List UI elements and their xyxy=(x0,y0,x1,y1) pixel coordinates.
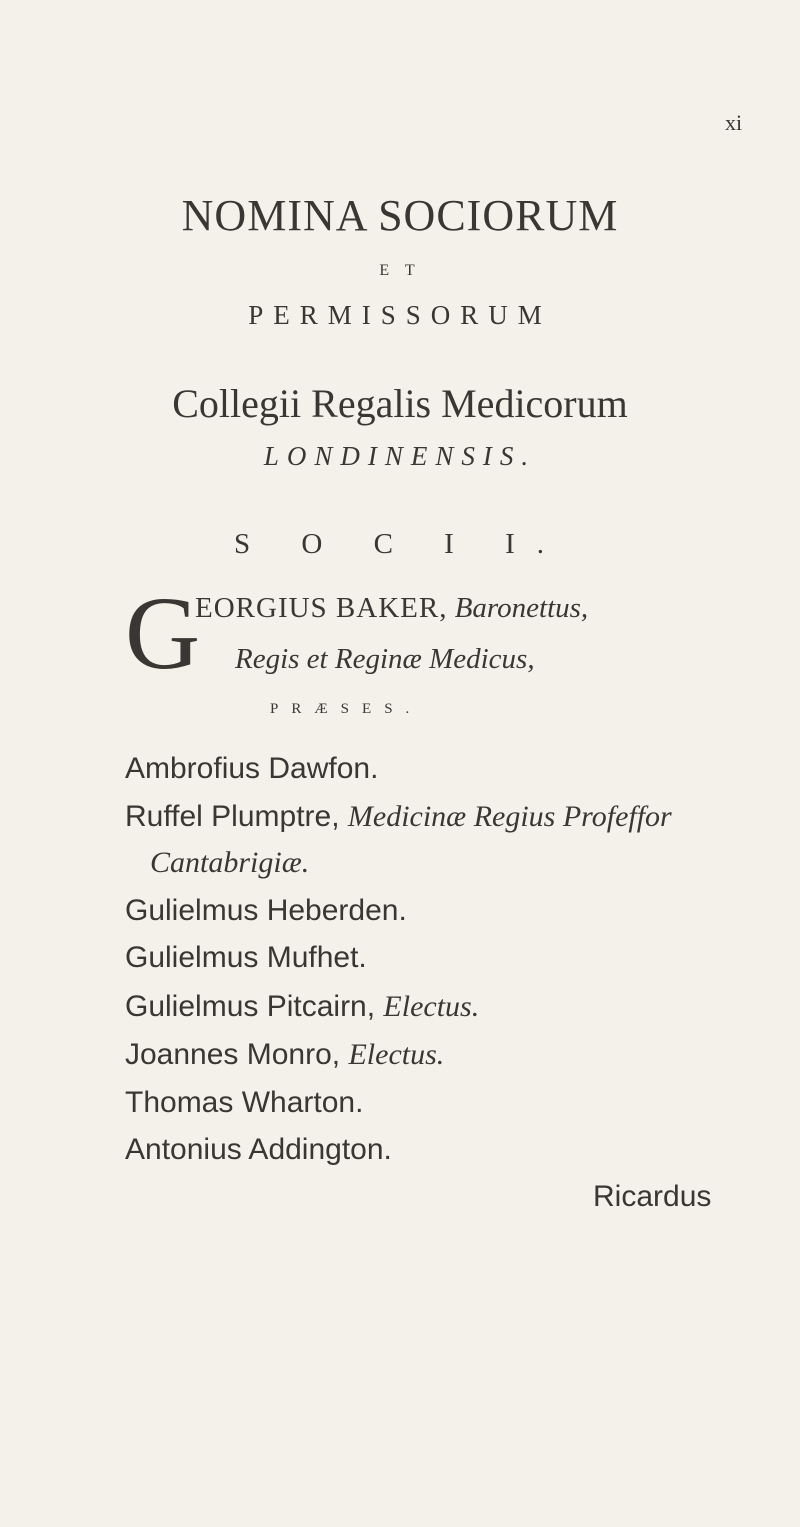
member-entry xyxy=(125,1086,363,1120)
member-note: Cantabrigiæ. xyxy=(150,846,310,879)
city-name: LONDINENSIS. xyxy=(263,441,537,471)
member-name: Gulielmus Pitcairn, xyxy=(125,990,376,1023)
member-entry xyxy=(125,894,407,928)
member-entry xyxy=(125,752,378,786)
member-name: Gulielmus Mufhet. xyxy=(125,941,367,974)
member-name: Joannes Monro, xyxy=(125,1038,341,1071)
member-entry-continuation xyxy=(150,846,309,880)
member-name: Ambrofius Dawfon. xyxy=(125,752,379,785)
drop-cap-initial: G xyxy=(125,576,201,691)
member-entry xyxy=(125,990,479,1024)
college-name: Collegii Regalis Medicorum xyxy=(172,381,628,426)
conjunction-line: E T xyxy=(379,262,421,279)
member-note: Electus. xyxy=(383,990,480,1023)
member-note: Electus. xyxy=(348,1038,445,1071)
subtitle: PERMISSORUM xyxy=(248,300,552,330)
member-entry xyxy=(125,800,672,834)
page-title: NOMINA SOCIORUM xyxy=(181,191,619,240)
member-entry xyxy=(125,1133,392,1167)
member-entry xyxy=(125,941,367,975)
member-name: Antonius Addington. xyxy=(125,1133,392,1166)
president-role: Regis et Reginæ Medicus, xyxy=(235,643,535,675)
member-name: Ruffel Plumptre, xyxy=(125,800,340,833)
member-name: Thomas Wharton. xyxy=(125,1086,364,1119)
section-heading: S O C I I. xyxy=(234,528,566,560)
catchword: Ricardus xyxy=(593,1180,712,1213)
page-number: xi xyxy=(725,110,743,135)
president-name-line xyxy=(195,592,588,625)
president-name: EORGIUS BAKER, xyxy=(195,592,448,624)
president-office: PRÆSES. xyxy=(270,701,423,717)
member-entry xyxy=(125,1038,444,1072)
president-title: Baronettus, xyxy=(454,592,589,624)
member-name: Gulielmus Heberden. xyxy=(125,894,407,927)
member-note: Medicinæ Regius Profeffor xyxy=(347,800,672,833)
